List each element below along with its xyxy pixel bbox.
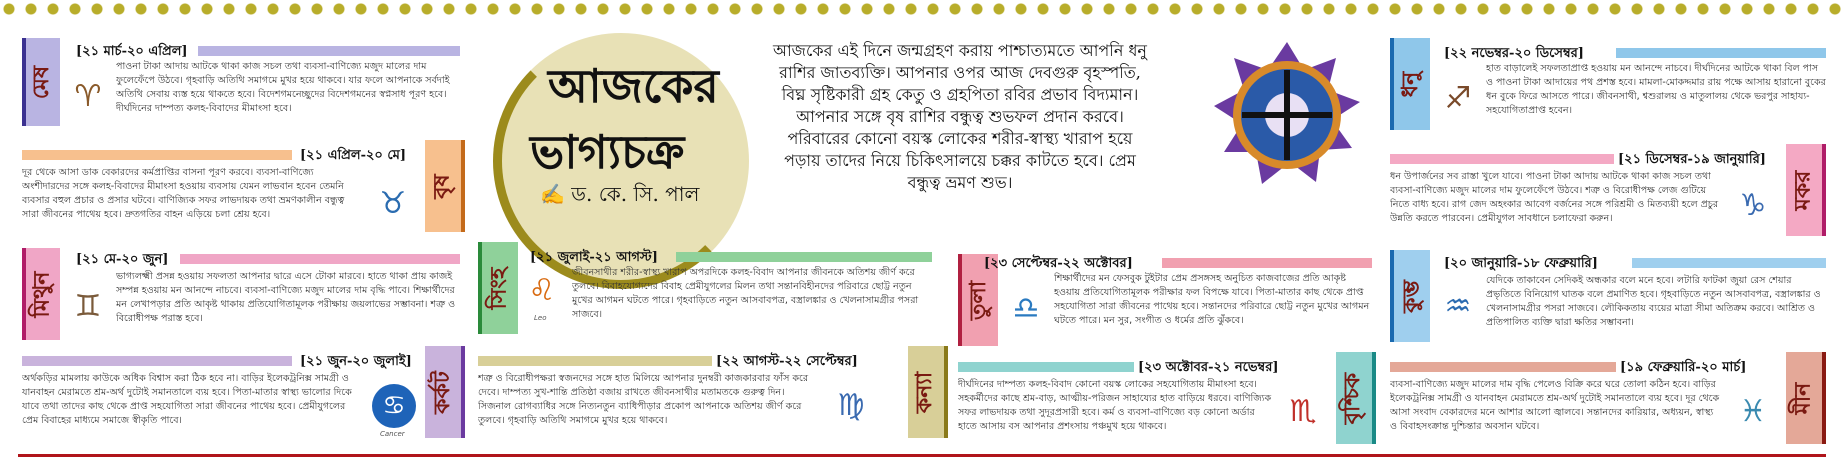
libra-icon: ♎ (1012, 290, 1040, 326)
bar-brisha (22, 150, 292, 160)
scorpio-icon: ♏ (1289, 393, 1317, 429)
sign-tab-meen (1786, 352, 1826, 444)
text-brishchik: দীর্ঘদিনের দাম্পত্য কলহ-বিবাদ কোনো বয়স্ক লোকের সহযোগিতায় মীমাংসা হবে। সহকর্মীদের কাছে শ্রম-বাড়, আত্মীয়-পরিজন সাহায্যের হাত বাড়িয়ে ধরবে। বাণিজ্যিক সফর লাভদায়ক তথা সুদূরপ্রসারী হবে। কর্ম ও ব্যবসা-বাণিজ্যে বড় কোনো অর্ডার হাতে আসায় বস আপনার প্রশংসায় পঞ্চমুখ হয়ে থাকবে। (958, 379, 1272, 432)
sign-name-brisha: বৃষ (428, 173, 455, 199)
title-line-2: ভাগ্যচক্র (530, 125, 685, 179)
sign-tab-brisha (425, 140, 465, 232)
sign-tab-kumbha (1390, 250, 1430, 342)
dotted-border (0, 0, 1842, 18)
sign-tab-singha (478, 242, 518, 334)
bar-karkat (22, 356, 292, 366)
sign-tab-brishchik (1336, 352, 1376, 444)
bar-kanya (478, 356, 712, 366)
cancer-caption: Cancer (380, 430, 405, 438)
bar-tula (1162, 258, 1372, 268)
sign-name-mesh: মেষ (28, 65, 55, 99)
sign-tab-makar (1786, 144, 1826, 236)
sign-tab-dhanu (1390, 38, 1430, 130)
sagittarius-icon: ♐ (1444, 80, 1472, 116)
text-mesh: পাওনা টাকা আদায় আটকে থাকা কাজ সচল তথা ব্যবসা-বাণিজ্যে মজুদ মালের দাম ফুলেফেঁপে উঠবে। গৃহবাড়ি অতিথি সমাগমে মুখর হয়ে থাকবে। যার ফলে আপনাকে সর্বদাই অতিথি সেবায় ব্যস্ত হয়ে থাকতে হবে। বিদেশগমনেচ্ছুদের বিদেশগমনের স্বপ্নসাধ পূরণ হবে। দীর্ঘদিনের দাম্পত্য কলহ-বিবাদের মীমাংসা হবে। (116, 61, 450, 114)
date-karkat: [২১ জুন-২০ জুলাই] (300, 354, 412, 369)
bar-mithun (180, 254, 460, 264)
leo-icon: ♌ (528, 272, 556, 308)
aries-icon: ♈ (74, 78, 102, 114)
sign-name-kumbha: কুম্ভ (1397, 279, 1424, 313)
text-dhanu: হাত বাড়ালেই সফলতাপ্রাপ্ত হওয়ায় মন আনন্দে নাচবে। দীর্ঘদিনের আটকে থাকা বিল পাস ও পাওনা টাকা আদায়ের পথ প্রশস্ত হবে। মামলা-মোকদ্দমার রায় পক্ষে আসায় হারানো বুকের ধন বুকে ফিরে আসতে পারে। জীবনসাথী, শ্বশুরালয় ও মাতুলালয় থেকে ভরপুর সাহায্য-সহযোগিতাপ্রাপ্ত হবেন। (1486, 63, 1826, 116)
bar-mesh (198, 46, 460, 56)
date-mithun: [২১ মে-২০ জুন] (76, 252, 169, 267)
capricorn-icon: ♑ (1739, 187, 1767, 223)
sign-name-brishchik: বৃশ্চিক (1339, 372, 1366, 424)
date-mesh: [২১ মার্চ-২০ এপ্রিল] (76, 44, 188, 59)
bar-singha (676, 252, 932, 262)
date-brisha: [২১ এপ্রিল-২০ মে] (300, 148, 407, 163)
bar-meen (1390, 362, 1616, 372)
text-karkat: অর্থকড়ির মামলায় কাউকে অধিক বিশ্বাস করা ঠিক হবে না। বাড়ির ইলেকট্রনিক্স সামগ্রী ও যানবাহন মেরামতে শ্রম-অর্থ দুটোই সমানতালে ব্যয় হবে। পিতা-মাতার স্বাস্থ্য ভালোর দিকে যাবে তথা তাদের কাছ থেকে প্রাপ্ত সহযোগিতা সারা জীবনের পাথেয় হবে। প্রেমীযুগলের প্রেম বিবাহের মাধ্যমে সমাজে স্বীকৃতি পাবে। (22, 373, 352, 426)
text-brisha: দূর থেকে আসা ডাক বেকারদের কর্মপ্রাপ্তির বাসনা পূরণ করবে। ব্যবসা-বাণিজ্যে অংশীদারদের সঙ্গে কলহ-বিবাদের মীমাংসা হওয়ায় ব্যবসায় যেমন লাভবান হবেন তেমনি ব্যবসার বহুল প্রচার ও প্রসার ঘটবে। বাণিজ্যিক সফর লাভদায়ক তথা ভ্রমণকালীন বন্ধুত্ব সারা জীবনের পাথেয় হবে। দ্রুতগতির বাহন এড়িয়ে চলা শ্রেয় হবে। (22, 167, 345, 220)
sign-name-kanya: কন্যা (911, 371, 938, 413)
sign-tab-mithun (22, 248, 60, 340)
text-kanya: শত্রু ও বিরোধীপক্ষরা স্বজনদের সঙ্গে হাত মিলিয়ে আপনার দুনম্বরী কাজকারবার ফাঁস করে দেবে। দাম্পত্য সুখ-শান্তি প্রতিষ্ঠা বজায় রাখতে জীবনসাথীর মতামতকে গুরুত্ব দিন। সিজনাল রোগব্যাধির সঙ্গে নিত্যনতুন ব্যাধিপীড়ার প্রকোপ আপনাকে অতিশয় জীর্ণ করে তুলবে। গৃহবাড়ি অতিথি সমাগমে মুখর হয়ে থাকবে। (478, 373, 809, 426)
taurus-icon: ♉ (379, 185, 407, 221)
date-kanya: [২২ আগস্ট-২২ সেপ্টেম্বর] (716, 354, 858, 369)
sign-tab-mesh (22, 38, 60, 126)
title-line-1: আজকের (548, 59, 719, 113)
date-kumbha: [২০ জানুয়ারি-১৮ ফেব্রুয়ারি] (1444, 256, 1598, 271)
date-brishchik: [২৩ অক্টোবর-২১ নভেম্বর] (1138, 360, 1279, 375)
date-singha: [২১ জুলাই-২১ আগস্ট] (530, 250, 658, 265)
text-tula: শিক্ষার্থীদের মন ফেসবুক টুইটার প্রেম প্রসঙ্গসহ অনুচিত কাজবাজের প্রতি আকৃষ্ট হওয়ায় প্রতিযোগিতামূলক পরীক্ষার ফল বিপক্ষে যাবে। পিতা-মাতার কাছ থেকে প্রাপ্ত সহযোগিতা সারা জীবনের পাথেয় হবে। সন্তানদের পরিবারে ছোট্ট নতুন মুখের আগমন ঘটতে পারে। মন সুর, সংগীত ও ধর্মের প্রতি ঝুঁকবে। (1054, 273, 1370, 326)
sign-name-makar: মকর (1789, 170, 1816, 210)
date-meen: [১৯ ফেব্রুয়ারি-২০ মার্চ] (1620, 360, 1747, 375)
cancer-icon: ♋ (372, 384, 416, 428)
bar-brishchik (958, 362, 1134, 372)
pisces-icon: ♓ (1739, 393, 1767, 429)
sign-name-meen: মীন (1789, 382, 1816, 414)
text-makar: ধন উপার্জনের সব রাস্তা খুলে যাবে। পাওনা টাকা আদায় আটকে থাকা কাজ সচল তথা ব্যবসা-বাণিজ্যে মজুদ মালের দাম ফুলেফেঁপে উঠবে। শত্রু ও বিরোধীপক্ষ লেজ গুটিয়ে নিতে বাধ্য হবে। রাগ জেদ অহংকার আবেগ বর্জনের সঙ্গে পরিশ্রমী ও মিতব্যয়ী হলে প্রচুর উন্নতি করতে পারবেন। প্রেমীযুগল সাবধানে চলাফেরা করুন। (1390, 171, 1719, 224)
leo-caption: Leo (534, 314, 547, 322)
bottom-rule (18, 454, 1826, 457)
author-byline: ✍ ড. কে. সি. পাল (540, 182, 700, 206)
sign-name-tula: তুলা (965, 280, 992, 320)
date-dhanu: [২২ নভেম্বর-২০ ডিসেম্বর] (1444, 46, 1584, 61)
date-tula: [২৩ সেপ্টেম্বর-২২ অক্টোবর] (984, 256, 1133, 271)
sign-name-mithun: মিথুন (28, 271, 55, 317)
text-singha: জীবনসাথীর শরীর-স্বাস্থ্য খারাপ অপরদিকে কলহ-বিবাদ আপনার জীবনকে অতিশয় জীর্ণ করে তুলবে। বিবাহযোগ্যদের বিবাহ প্রেমীযুগলের মিলন তথা সন্তানবিহীনদের পরিবারে ছোট্ট নতুন মুখের আগমন ঘটতে পারে। গৃহবাড়িতে নতুন আসবাবপত্র, বস্ত্রালঙ্কার ও খেলনাসামগ্রীর পসরা সাজবে। (572, 267, 919, 320)
date-makar: [২১ ডিসেম্বর-১৯ জানুয়ারি] (1618, 152, 1766, 167)
center-paragraph: আজকের এই দিনে জন্মগ্রহণ করায় পাশ্চাত্যমতে আপনি ধনু রাশির জাতব্যক্তি। আপনার ওপর আজ দেবগুরু বৃহস্পতি, বিঘ্ন সৃষ্টিকারী গ্রহ কেতু ও গ্রহপিতা রবির প্রভাব বিদ্যমান। আপনার সঙ্গে বৃষ রাশির বন্ধুত্ব শুভফল প্রদান করবে। পরিবারের কোনো বয়স্ক লোকের শরীর-স্বাস্থ্য খারাপ হয়ে পড়ায় তাদের নিয়ে চিকিৎসালয়ে চক্কর কাটতে হবে। প্রেম বন্ধুত্ব ভ্রমণ শুভ। (773, 41, 1147, 192)
zodiac-wheel-icon (1212, 40, 1362, 190)
virgo-icon: ♍ (837, 387, 865, 423)
bar-makar (1390, 154, 1614, 164)
text-meen: ব্যবসা-বাণিজ্যে মজুদ মালের দাম বৃদ্ধি পেলেও বিক্রি করে ঘরে তোলা কঠিন হবে। বাড়ির ইলেকট্রনিক্স সামগ্রী ও যানবাহন মেরামতে শ্রম-অর্থ দুটোই সমানতালে ব্যয় হবে। দূর থেকে আসা সংবাদ বেকারদের মনে আশার আলো জ্বালবে। সন্তানদের কারিয়ার, অধ্যয়ন, স্বাস্থ্য ও বিবাহসংক্রান্ত দুশ্চিন্তার অবসান ঘটবে। (1390, 379, 1720, 432)
sign-tab-karkat (425, 346, 465, 438)
gemini-icon: ♊ (74, 288, 102, 324)
bar-kumbha (1632, 258, 1826, 268)
sign-name-dhanu: ধনু (1397, 71, 1424, 97)
text-kumbha: যেদিকে তাকাবেন সেদিকই অন্ধকার বলে মনে হবে। লটারি ফাটকা জুয়া রেস শেয়ার প্রভৃতিতে বিনিয়োগ ঘাতক বলে প্রমাণিত হবে। গৃহবাড়িতে নতুন আসবাবপত্র, বস্ত্রালঙ্কার ও খেলনাসামগ্রীর পসরা সাজবে। লৌকিকতায় ব্যয়ের মাত্রা সীমা অতিক্রম করবে। আশ্রিত ও প্রতিপালিত ব্যক্তি দ্বারা ক্ষতির সম্ভাবনা। (1486, 275, 1821, 328)
sign-name-singha: সিংহ (485, 267, 512, 309)
sign-name-karkat: কর্কট (428, 370, 455, 414)
bar-dhanu (1616, 48, 1826, 58)
sign-tab-kanya (908, 346, 948, 438)
text-mithun: ভাগ্যলক্ষ্মী প্রসন্ন হওয়ায় সফলতা আপনার দ্বারে এসে টোকা মারবে। হাতে থাকা প্রায় কাজই সম্পন্ন হওয়ায় মন আনন্দে নাচবে। ব্যবসা-বাণিজ্যে মজুদ মালের দাম বৃদ্ধি পাবে। শিক্ষার্থীদের মন লেখাপড়ার প্রতি আকৃষ্ট থাকায় প্রতিযোগিতামূলক পরীক্ষায় জয়লাভের সম্ভাবনা। শত্রু ও বিরোধীপক্ষ পরাস্ত হবে। (116, 271, 456, 324)
aquarius-icon: ♒ (1444, 288, 1472, 324)
